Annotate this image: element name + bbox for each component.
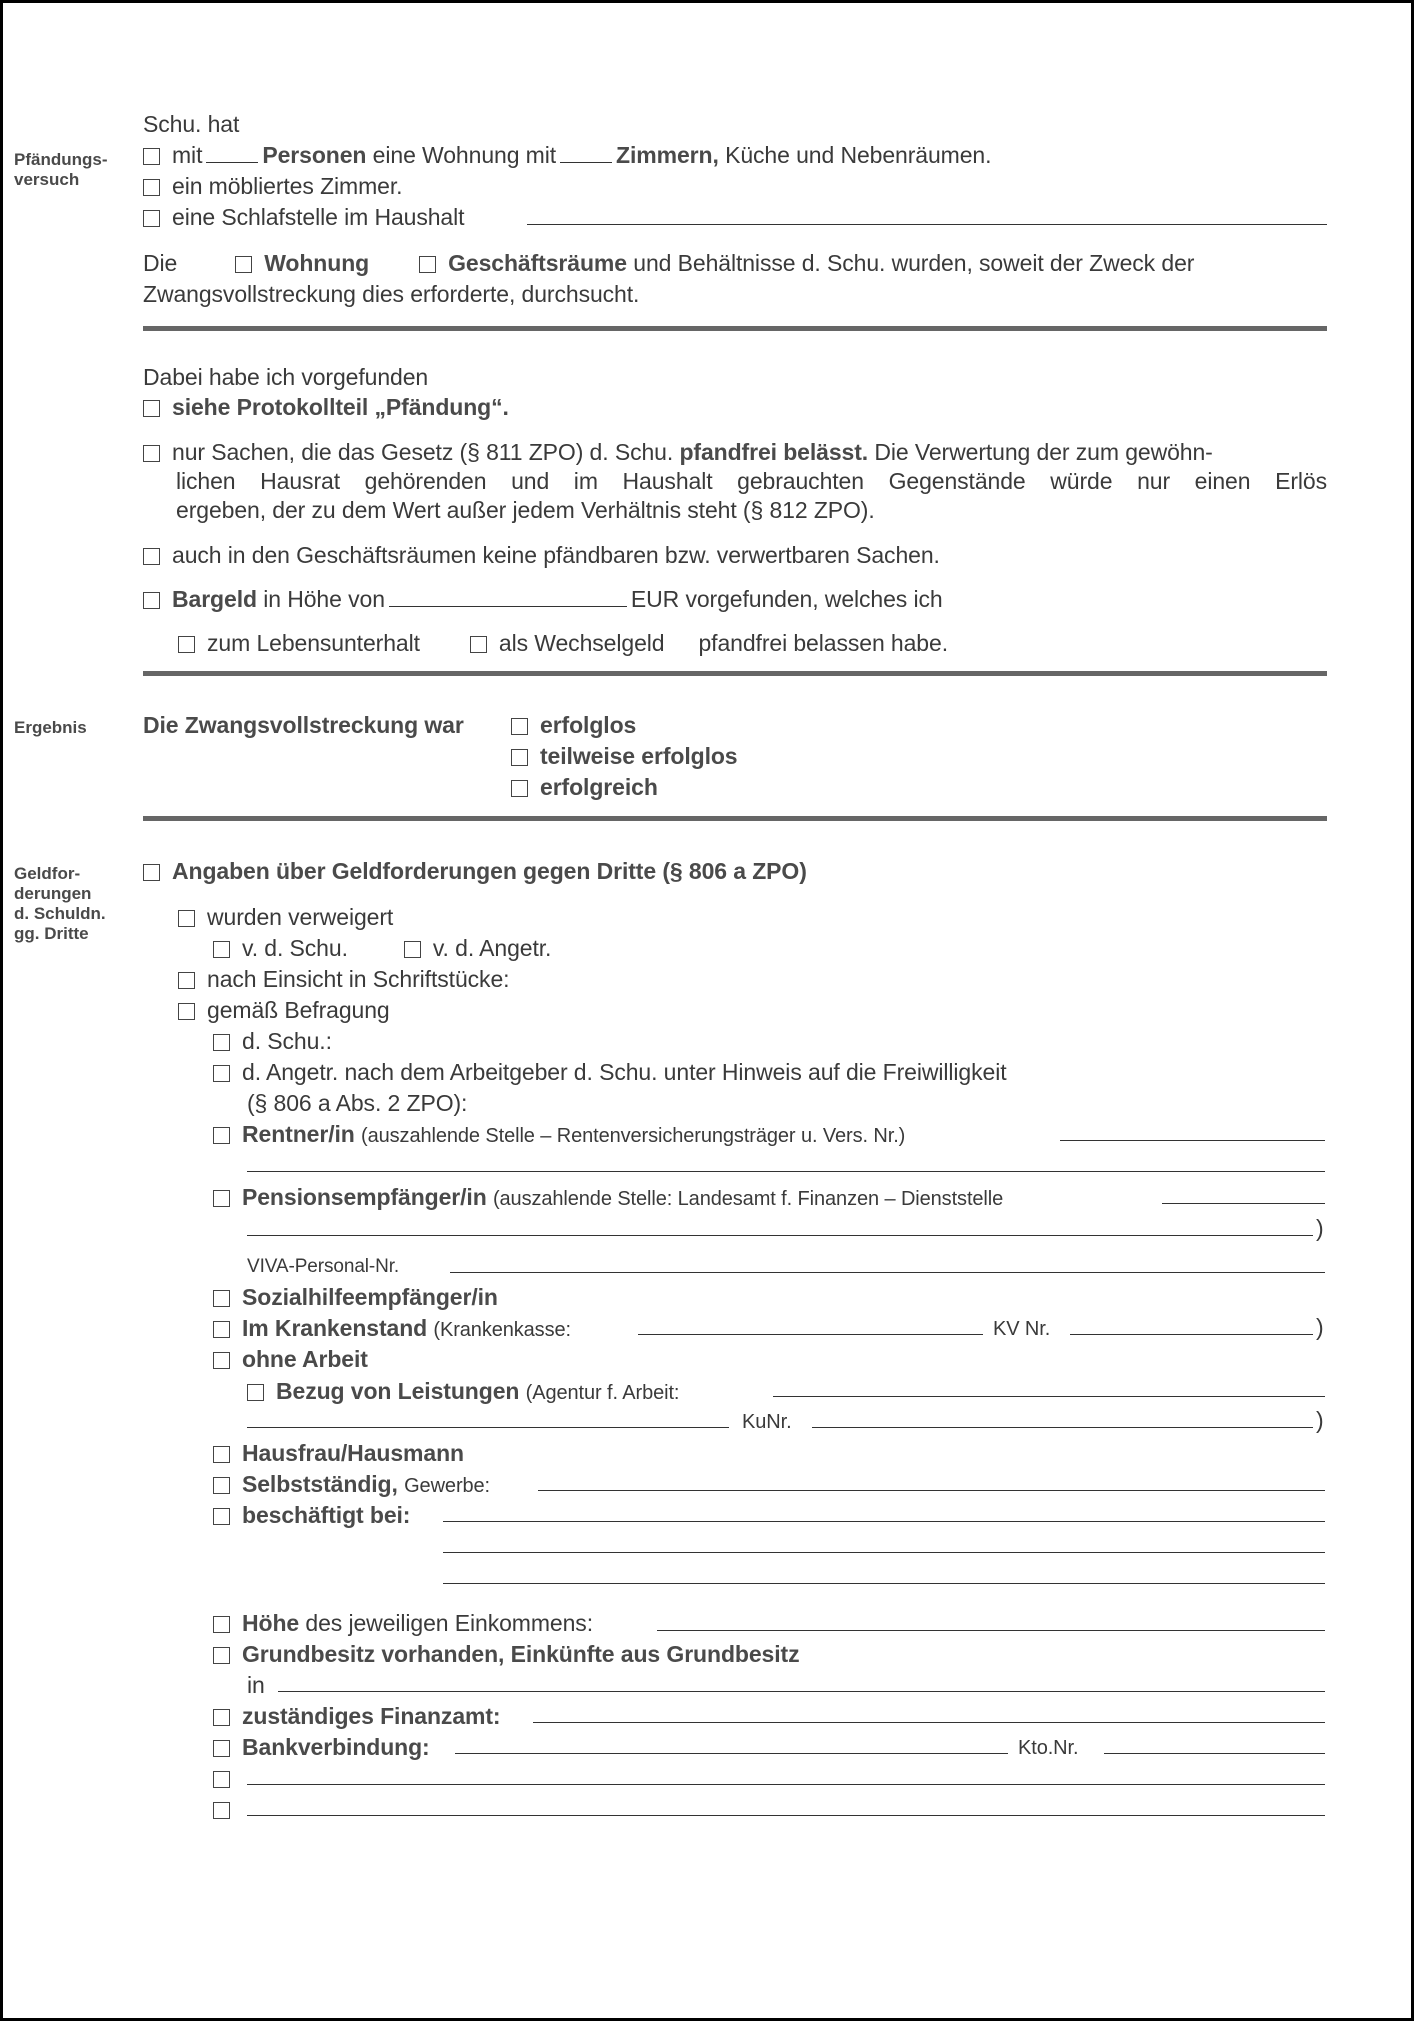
arbeitgeber-field-3[interactable] [443, 1583, 1325, 1584]
label-bargeld: Bargeld [172, 586, 257, 612]
einkommen-field[interactable] [657, 1630, 1325, 1631]
checkbox-d-schu[interactable] [213, 1034, 230, 1051]
label-mit: mit [172, 142, 203, 168]
option-moebliert [143, 172, 402, 200]
label-befragung: gemäß Befragung [207, 997, 390, 1023]
section-divider [143, 326, 1327, 331]
label-lebensunterhalt: zum Lebensunterhalt [207, 630, 420, 656]
ergebnis-option-erfolglos [511, 711, 636, 739]
option-rentner [213, 1120, 905, 1150]
checkbox-extra-2[interactable] [213, 1802, 230, 1819]
label-hausfrau: Hausfrau/Hausmann [242, 1440, 464, 1466]
durchsucht-line-1 [143, 249, 1327, 277]
agentur-field-2[interactable] [247, 1427, 729, 1428]
option-krankenstand [213, 1314, 571, 1344]
checkbox-befragung[interactable] [178, 1003, 195, 1020]
option-pension [213, 1183, 1003, 1213]
option-befragung [178, 996, 390, 1024]
ergebnis-option-erfolgreich [511, 773, 658, 801]
option-sozialhilfe [213, 1283, 498, 1311]
checkbox-keine-pfaendbaren[interactable] [143, 548, 160, 565]
checkbox-wechselgeld[interactable] [470, 636, 487, 653]
close-paren: ) [1316, 1215, 1324, 1241]
option-d-schu [213, 1027, 332, 1055]
schu-hat-intro: Schu. hat [143, 111, 240, 137]
label-wohnung-mit: eine Wohnung mit [372, 142, 557, 168]
label-in: in [247, 1672, 265, 1698]
label-v-angetr: v. d. Angetr. [432, 935, 552, 961]
label-verweigert: wurden verweigert [207, 904, 394, 930]
arbeitgeber-field-2[interactable] [443, 1552, 1325, 1553]
checkbox-d-angetr[interactable] [213, 1065, 230, 1082]
label-rentner: Rentner/in [242, 1121, 355, 1147]
option-hoehe [213, 1609, 593, 1637]
checkbox-teilweise-erfolglos[interactable] [511, 749, 528, 766]
section-divider [143, 671, 1327, 676]
bargeld-amount-field[interactable] [389, 605, 627, 607]
agentur-field[interactable] [773, 1396, 1325, 1397]
checkbox-erfolglos[interactable] [511, 718, 528, 735]
kv-nr-field[interactable] [1070, 1334, 1313, 1335]
label-kv-nr: KV Nr. [993, 1318, 1051, 1340]
label-pfandfrei-belaesst: pfandfrei belässt. [679, 439, 869, 465]
label-gewerbe: Gewerbe: [404, 1475, 491, 1497]
label-wohnung: Wohnung [264, 250, 370, 276]
label-d-schu: d. Schu.: [242, 1028, 332, 1054]
label-geschaeftsraeume: Geschäftsräume [448, 250, 627, 276]
side-label-line: derungen [14, 884, 92, 903]
checkbox-personen-wohnung[interactable] [143, 148, 160, 165]
grundbesitz-field[interactable] [278, 1691, 1325, 1692]
checkbox-pension[interactable] [213, 1190, 230, 1207]
option-keine-pfaendbaren [143, 541, 940, 569]
gewerbe-field[interactable] [538, 1490, 1325, 1491]
label-geldforderungen: Angaben über Geldforderungen gegen Dritte (§ 806 a ZPO) [172, 858, 807, 884]
option-nur-sachen [143, 438, 1327, 466]
label-personen: Personen [262, 142, 367, 168]
label-sozialhilfe: Sozialhilfeempfänger/in [242, 1284, 498, 1310]
label-viva: VIVA-Personal-Nr. [247, 1256, 400, 1277]
checkbox-nur-sachen[interactable] [143, 445, 160, 462]
label-krankenkasse: (Krankenkasse: [433, 1319, 571, 1341]
d-angetr-line-2: (§ 806 a Abs. 2 ZPO): [247, 1090, 468, 1116]
option-schlafstelle [143, 203, 464, 231]
option-bargeld [143, 585, 943, 613]
zimmer-count-field[interactable] [560, 161, 612, 163]
dienststelle-field[interactable] [1162, 1203, 1325, 1204]
close-paren: ) [1316, 1407, 1324, 1433]
label-moebliert: ein möbliertes Zimmer. [172, 173, 403, 199]
checkbox-verweigert[interactable] [178, 910, 195, 927]
option-finanzamt [213, 1702, 501, 1730]
checkbox-einsicht[interactable] [178, 972, 195, 989]
option-bezug [247, 1377, 679, 1407]
option-d-angetr [213, 1058, 1007, 1086]
ergebnis-option-teilweise [511, 742, 738, 770]
kto-nr-field[interactable] [1104, 1753, 1325, 1754]
label-beschaeftigt: beschäftigt bei: [242, 1502, 411, 1528]
geldforderungen-heading [143, 857, 807, 885]
label-die: Die [143, 250, 178, 276]
option-einsicht [178, 965, 509, 993]
checkbox-beschaeftigt[interactable] [213, 1508, 230, 1525]
label-eur-vorgefunden: EUR vorgefunden, welches ich [630, 586, 943, 612]
label-kto-nr: Kto.Nr. [1018, 1737, 1079, 1759]
option-bank [213, 1733, 430, 1761]
option-grundbesitz [213, 1640, 799, 1668]
side-label-line: Pfändungs- [14, 150, 108, 169]
label-selbststaendig: Selbstständig, [242, 1471, 398, 1497]
viva-field[interactable] [450, 1272, 1325, 1273]
checkbox-extra-1[interactable] [213, 1771, 230, 1788]
label-in-hoehe-von: in Höhe von [263, 586, 385, 612]
option-extra-1 [213, 1764, 242, 1792]
checkbox-wohnung[interactable] [235, 256, 252, 273]
checkbox-bank[interactable] [213, 1740, 230, 1757]
extra-field-1[interactable] [247, 1784, 1325, 1785]
checkbox-lebensunterhalt[interactable] [178, 636, 195, 653]
checkbox-rentner[interactable] [213, 1127, 230, 1144]
verweigert-options [213, 934, 551, 962]
extra-field-2[interactable] [247, 1815, 1325, 1816]
side-label-pfaendungsversuch [14, 150, 108, 190]
search-text-1: und Behältnisse d. Schu. wurden, soweit der Zweck der [633, 250, 1195, 276]
bargeld-options [178, 629, 948, 657]
label-krankenstand: Im Krankenstand [242, 1315, 428, 1341]
label-zimmern: Zimmern, [616, 142, 719, 168]
option-beschaeftigt [213, 1501, 410, 1529]
label-kunr: KuNr. [742, 1411, 792, 1433]
close-paren: ) [1316, 1314, 1324, 1340]
checkbox-bezug[interactable] [247, 1384, 264, 1401]
ergebnis-statement: Die Zwangsvollstreckung war [143, 712, 464, 738]
dienststelle-field-2[interactable] [247, 1235, 1313, 1236]
label-hoehe: Höhe [242, 1610, 300, 1636]
option-verweigert [178, 903, 393, 931]
label-keine-pfaendbaren: auch in den Geschäftsräumen keine pfändbaren bzw. verwertbaren Sachen. [172, 542, 940, 568]
label-finanzamt: zuständiges Finanzamt: [242, 1703, 501, 1729]
checkbox-bargeld[interactable] [143, 592, 160, 609]
bank-field[interactable] [455, 1753, 1008, 1754]
checkbox-krankenstand[interactable] [213, 1321, 230, 1338]
label-wechselgeld: als Wechselgeld [498, 630, 665, 656]
nur-sachen-line-3: ergeben, der zu dem Wert außer jedem Verhältnis steht (§ 812 ZPO). [176, 497, 875, 523]
checkbox-ohne-arbeit[interactable] [213, 1352, 230, 1369]
side-label-geldforderungen [14, 864, 106, 944]
label-teilweise-erfolglos: teilweise erfolglos [540, 743, 738, 769]
checkbox-erfolgreich[interactable] [511, 780, 528, 797]
durchsucht-line-2: Zwangsvollstreckung dies erforderte, durchsucht. [143, 281, 640, 307]
label-kueche: Küche und Nebenräumen. [725, 142, 992, 168]
label-pfandfrei-belassen: pfandfrei belassen habe. [698, 630, 948, 656]
checkbox-geschaeftsraeume[interactable] [419, 256, 436, 273]
side-label-line: Geldfor- [14, 864, 81, 883]
rentner-field[interactable] [1060, 1140, 1325, 1141]
option-wohnung-personen [143, 141, 991, 169]
label-pension-detail: (auszahlende Stelle: Landesamt f. Finanzen – Dienststelle [492, 1188, 1004, 1210]
rentner-field-2[interactable] [247, 1171, 1325, 1172]
finanzamt-field[interactable] [533, 1722, 1325, 1723]
label-rentner-detail: (auszahlende Stelle – Rentenversicherungsträger u. Vers. Nr.) [361, 1125, 906, 1147]
kunr-field[interactable] [812, 1427, 1313, 1428]
checkbox-moebliertes-zimmer[interactable] [143, 179, 160, 196]
checkbox-sozialhilfe[interactable] [213, 1290, 230, 1307]
checkbox-v-angetr[interactable] [404, 941, 421, 958]
label-erfolglos: erfolglos [540, 712, 637, 738]
label-ohne-arbeit: ohne Arbeit [242, 1346, 368, 1372]
checkbox-hoehe[interactable] [213, 1616, 230, 1633]
krankenkasse-field[interactable] [638, 1334, 983, 1335]
option-protokollteil [143, 393, 509, 421]
label-einkommen: des jeweiligen Einkommens: [305, 1610, 594, 1636]
nur-sachen-post: Die Verwertung der zum gewöhn- [874, 439, 1213, 465]
nur-sachen-line-2: lichen Hausrat gehörenden und im Haushalt gebrauchten Gegenstände würde nur einen Erlös [176, 468, 1327, 494]
label-agentur: (Agentur f. Arbeit: [525, 1382, 680, 1404]
side-label-line: d. Schuldn. [14, 904, 106, 923]
option-ohne-arbeit [213, 1345, 368, 1373]
label-protokollteil: siehe Protokollteil „Pfändung“. [172, 394, 509, 420]
checkbox-grundbesitz[interactable] [213, 1647, 230, 1664]
label-grundbesitz: Grundbesitz vorhanden, Einkünfte aus Grundbesitz [242, 1641, 800, 1667]
vorgefunden-intro: Dabei habe ich vorgefunden [143, 364, 429, 390]
checkbox-protokollteil[interactable] [143, 400, 160, 417]
label-schlafstelle: eine Schlafstelle im Haushalt [172, 204, 465, 230]
label-d-angetr: d. Angetr. nach dem Arbeitgeber d. Schu. unter Hinweis auf die Freiwilligkeit [242, 1059, 1007, 1085]
side-label-ergebnis: Ergebnis [14, 718, 87, 737]
label-pension: Pensionsempfänger/in [242, 1184, 487, 1210]
section-divider [143, 816, 1327, 821]
nur-sachen-text: nur Sachen, die das Gesetz (§ 811 ZPO) d. Schu. [172, 439, 674, 465]
checkbox-v-schu[interactable] [213, 941, 230, 958]
checkbox-hausfrau[interactable] [213, 1446, 230, 1463]
schlafstelle-field[interactable] [527, 224, 1327, 225]
label-bank: Bankverbindung: [242, 1734, 430, 1760]
side-label-line: versuch [14, 170, 80, 189]
label-erfolgreich: erfolgreich [540, 774, 658, 800]
checkbox-finanzamt[interactable] [213, 1709, 230, 1726]
option-extra-2 [213, 1795, 242, 1823]
checkbox-selbststaendig[interactable] [213, 1477, 230, 1494]
label-v-schu: v. d. Schu. [242, 935, 348, 961]
checkbox-schlafstelle[interactable] [143, 210, 160, 227]
personen-count-field[interactable] [206, 161, 258, 163]
label-bezug: Bezug von Leistungen [276, 1378, 520, 1404]
side-label-line: gg. Dritte [14, 924, 89, 943]
option-hausfrau [213, 1439, 464, 1467]
arbeitgeber-field[interactable] [443, 1521, 1325, 1522]
option-selbststaendig [213, 1470, 490, 1500]
label-einsicht: nach Einsicht in Schriftstücke: [207, 966, 510, 992]
checkbox-geldforderungen[interactable] [143, 864, 160, 881]
